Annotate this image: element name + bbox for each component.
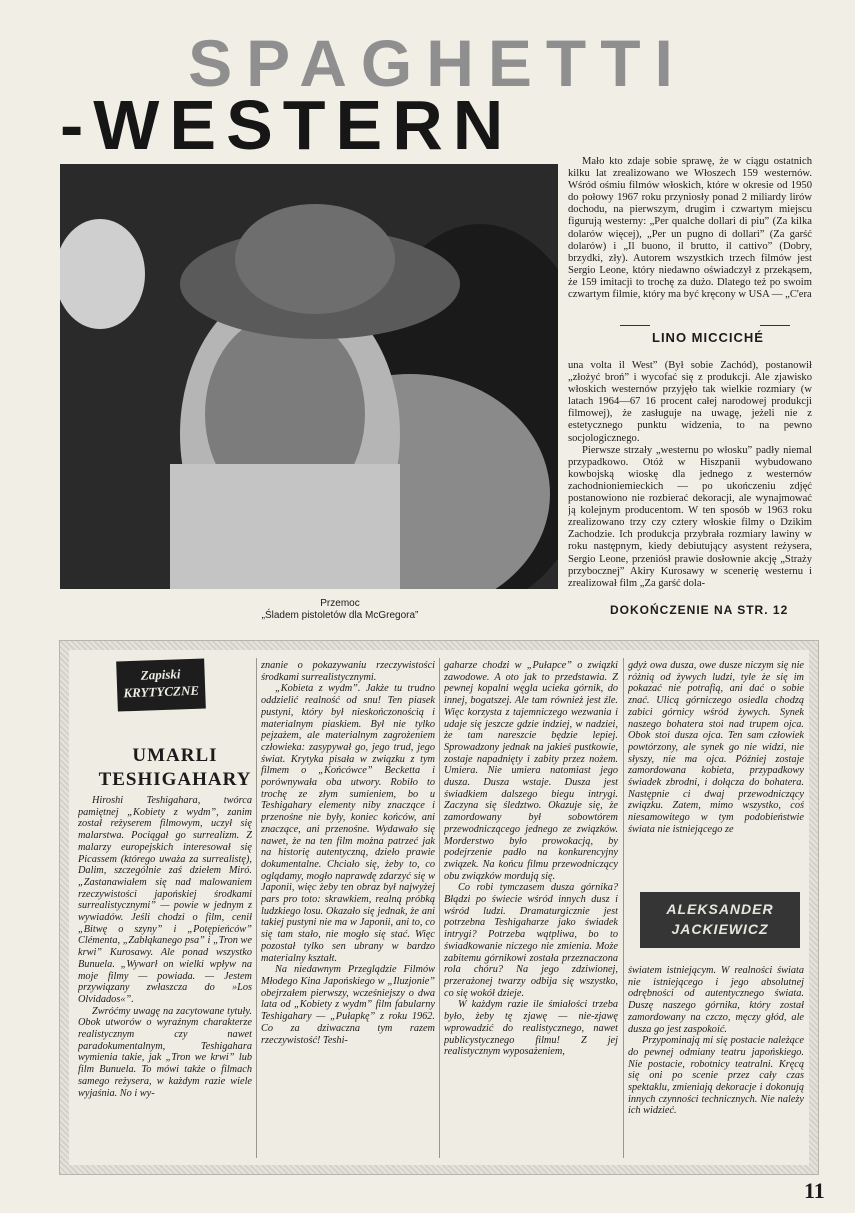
article-para-1: Mało kto zdaje sobie sprawę, że w ciągu ostatnich kilku lat zrealizowano we Włoszech 159 westernów. Wśród ośmiu filmów włoskich, które w okresie od 1950 do połowy 1967 roku przyniosły ponad 2 miliardy lirów dochodu, na pierwszym, drugim i czwartym miejscu figurują westerny: „Per qualche dollari di piu” (Za kilka dolarów więcej), „Per un pugno di dollari” (Za garść dolarów) i „Il buono, il brutto, il cattivo” (Dobry, brzydki, zły). Autorem wszystkich trzech filmów jest Sergio Leone, który niedawno oświadczył z przekąsem, że 159 imitacji to trochę za dużo. Dlatego też po swoim czwartym filmie, który ma być kręcony w USA — „C'era <box>568 156 812 301</box>
review-c1-para-1: Hiroshi Teshigahara, twórca pamiętnej „Kobiety z wydm”, zanim został reżyserem filmowym, uczył się malarstwa. Pociągał go surrealizm. Z malarzy europejskich interesował się Picassem (którego uważa za surrealistę), Dalim, szczególnie zaś dziełem Miró. „Zastanawiałem się nad malowaniem rzeczywistości japońskiej środkami surrealistycznymi” — powie w jednym z wywiadów. Jeśli chodzi o film, cenił „Bitwę o szyny” i „Potępieńców” Clémenta, „Zabłąkanego psa” i „Tron we krwi” Kurosawy. Ale ponad wszystko Bunuela. „Wywarł on wielki wpływ na moje filmy — powiada. — Jestem przywiązany zwłaszcza do »Los Olvidados«”. <box>78 795 252 1005</box>
review-c3-para-3: W każdym razie ile śmiałości trzeba było, żeby tę zjawę — nie-zjawę wprowadzić do realistycznego, nawet publicystycznego filmu! Z jej realistycznym wyposażeniem, <box>444 999 618 1058</box>
article-para-3: Pierwsze strzały „westernu po włosku” padły niemal przypadkowo. Otóż w Hiszpanii wybudowano kowbojską wioskę dla jednego z westernów zachodnioniemieckich — po ukończeniu zdjęć postanowiono nie rozbierać dekoracji, ale wynajmować ją kolejnym producentom. W ten sposób w 1963 roku zrealizowano trzy czy cztery włoskie filmy o Dzikim Zachodzie. Ich produkcja przybrała rozmiary lawiny w roku następnym, kiedy debiutujący asystent reżysera, Sergio Leone, przeniósł prawie dosłownie akcję „Straży przybocznej” Akiry Kurosawy w scenerię westernu i zrealizował film „Za garść dola- <box>568 444 812 589</box>
review-c4-para-3: Przypominają mi się postacie należące do pewnej odmiany teatru japońskiego. Nie postacie, robotnicy teatralni. Kręcą się oni po scenie przez cały czas spektaklu, zmieniają dekoracje i dokonują innych czynności technicznych. Nie należy ich widzieć. <box>628 1035 804 1117</box>
review-column-4 <box>628 660 804 882</box>
section-badge <box>116 658 206 711</box>
review-c1-para-2: Zwróćmy uwagę na zacytowane tytuły. Obok utworów o wyraźnym charakterze realistycznym czy nawet paradokumentalnym, Teshigahara wymienia takie, jak „Tron we krwi” lub film Bunuela. To mówi także o filmach samego reżysera, w każdym razie wiele wyjaśnia. No i wy- <box>78 1005 252 1099</box>
review-column-1 <box>78 795 252 1160</box>
author-first-name: ALEKSANDER <box>666 901 774 917</box>
review-c3-para-1: gaharze chodzi w „Pułapce” o związki zawodowe. A oto jak to przedstawia. Z pewnej kopalni węgla ucieka górnik, do innej, bogatszej. Ale tam również jest źle. Więc korzysta z tajemniczego wezwania i udaje się jeszcze gdzie indziej, w nadziei, że tam nareszcie będzie lepiej. Sprowadzony jednak na jakieś pustkowie, zostaje napadnięty i zabity przez nożem. Umiera. Nie umiera natomiast jego dusza. Dusza wstaje. Dusza jest świadkiem dalszego biegu intrygi. Zaczyna się śledztwo. Okazuje się, że zamordowany był sobowtórem przewodniczącego jednego ze związków. Morderstwo było prowokacją, by podejrzenie padło na konkurencyjny związek. Na końcu filmu przewodniczący obu związków mordują się. <box>444 660 618 882</box>
review-column-3 <box>444 660 618 1160</box>
continued-note: DOKOŃCZENIE NA STR. 12 <box>610 603 789 617</box>
review-c4-para-1: gdyż owa dusza, owe dusze niczym się nie różnią od żywych ludzi, tyle że się im pokazać nie potrafią, ani dać o sobie znać. Ulicą górniczego osiedla chodzą zabici górnicy wśród żywych. Synek naszego bohatera stoi nad trupem ojca. Obok stoi dusza ojca. Ten sam człowiek powtórzony, ale synek go nie widzi, nie słyszy, nie ma ojca. Później zostaje zamordowana kobieta, przypadkowy świadek zbrodni, i dołącza do bohatera. Następnie ci dwaj przewodniczący związku. Zatem, mimo wszystko, coś niesamowitego w tym podobieństwie świata nie istniejącego ze <box>628 660 804 835</box>
page-number: 11 <box>804 1178 825 1203</box>
caption-line-2: „Śladem pistoletów dla McGregora” <box>261 610 419 621</box>
column-divider <box>256 658 257 1158</box>
author-last-name: JACKIEWICZ <box>671 921 769 937</box>
review-c3-para-2: Co robi tymczasem dusza górnika? Błądzi po świecie wśród innych dusz i wśród ludzi. Dramaturgicznie jest potrzebna Teshigaharze jako świadek intrygi? Potrzeba wątpliwa, bo to świadkowanie niczego nie zmienia. Może zabitemu górnikowi została przeznaczona rola chóru? Na jego zdziwionej, przerażonej twarzy odbija się wszystko, co się wokół dzieje. <box>444 882 618 999</box>
title-line-2: -WESTERN <box>60 90 514 160</box>
article-column-1 <box>568 156 812 316</box>
badge-line-2: KRYTYCZNE <box>123 682 200 701</box>
review-c2-para-2: „Kobieta z wydm”. Jakże tu trudno oddzielić realność od snu! Ten piasek pustyni, który był nieskończonością i materialnym piaskiem. Był nie tylko pejzażem, ale materialnym zagrożeniem człowieka: zasypywał go, jego trud, jego świat. Krytyka pisała w związku z tym filmem o „Końcówce” Becketta i porównywała oba utwory. Robiło to trochę ze złym sumieniem, bo u Teshigahary elementy niby znaczące i przenośne nie były, koniec końców, ani znaczące, ani przenośne. Wydawało się nawet, że na ten film można patrzeć jak na historię autentyczną, dzieło prawie dokumentalne. Chciało się, żeby to, co oglądamy, mogło naprawdę zdarzyć się w Japonii, więc żeby ten obraz był najwyżej pars pro toto: skrawkiem, realną próbką ludzkiego losu. Okazało się jednak, że ani takiej pustyni nie ma w Japonii, ani to, co się tam stało, nie mogło się stać. Więc pozostał tylko sen ubrany w bardzo materialny kształt. <box>261 683 435 964</box>
article-para-2: una volta il West” (Był sobie Zachód), postanowił „złożyć broń” i wycofać się z produkcji. Ale zjawisko włoskich westernów przyjęło tak wielkie rozmiary (w latach 1964—67 16 procent całej narodowej produkcji filmowej), że zasługuje na uwagę, jeżeli nie z estetycznego punktu widzenia, to na pewno socjologicznego. <box>568 360 812 444</box>
headline-line-1: UMARLI <box>132 745 218 766</box>
review-c4-para-2: światem istniejącym. W realności świata nie istniejącego i jego absolutnej odrębności od autentycznego świata. Duszę naszego górnika, który został zamordowany na czczo, męczy głód, ale dusza go jest zaspokoić. <box>628 965 804 1035</box>
column-divider <box>623 658 624 1158</box>
title-line-1: SPAGHETTI <box>188 30 687 88</box>
review-column-4b <box>628 965 804 1160</box>
film-still-photo <box>60 164 558 589</box>
review-column-2 <box>261 660 435 1160</box>
review-author <box>640 892 800 948</box>
review-c2-para-1: znanie o pokazywaniu rzeczywistości środkami surrealistycznymi. <box>261 660 435 683</box>
headline-line-2: TESHIGAHARY <box>98 769 252 790</box>
cowboy-photo-icon <box>60 164 558 589</box>
column-divider <box>439 658 440 1158</box>
caption-line-1: Przemoc <box>320 598 360 609</box>
badge-line-1: Zapiski <box>140 666 181 683</box>
review-c2-para-3: Na niedawnym Przeglądzie Filmów Młodego Kina Japońskiego w „Iluzjonie” obejrzałem pierwszy, wcześniejszy o dwa lata od „Kobiety z wydm” film fabularny Teshigahary — „Pułapkę” z roku 1962. Co za dziwaczna tym razem rzeczywistość! Teshi- <box>261 964 435 1046</box>
article-author: LINO MICCICHÉ <box>652 330 764 345</box>
photo-caption <box>200 598 480 622</box>
review-headline <box>85 744 265 792</box>
article-column-2 <box>568 360 812 598</box>
